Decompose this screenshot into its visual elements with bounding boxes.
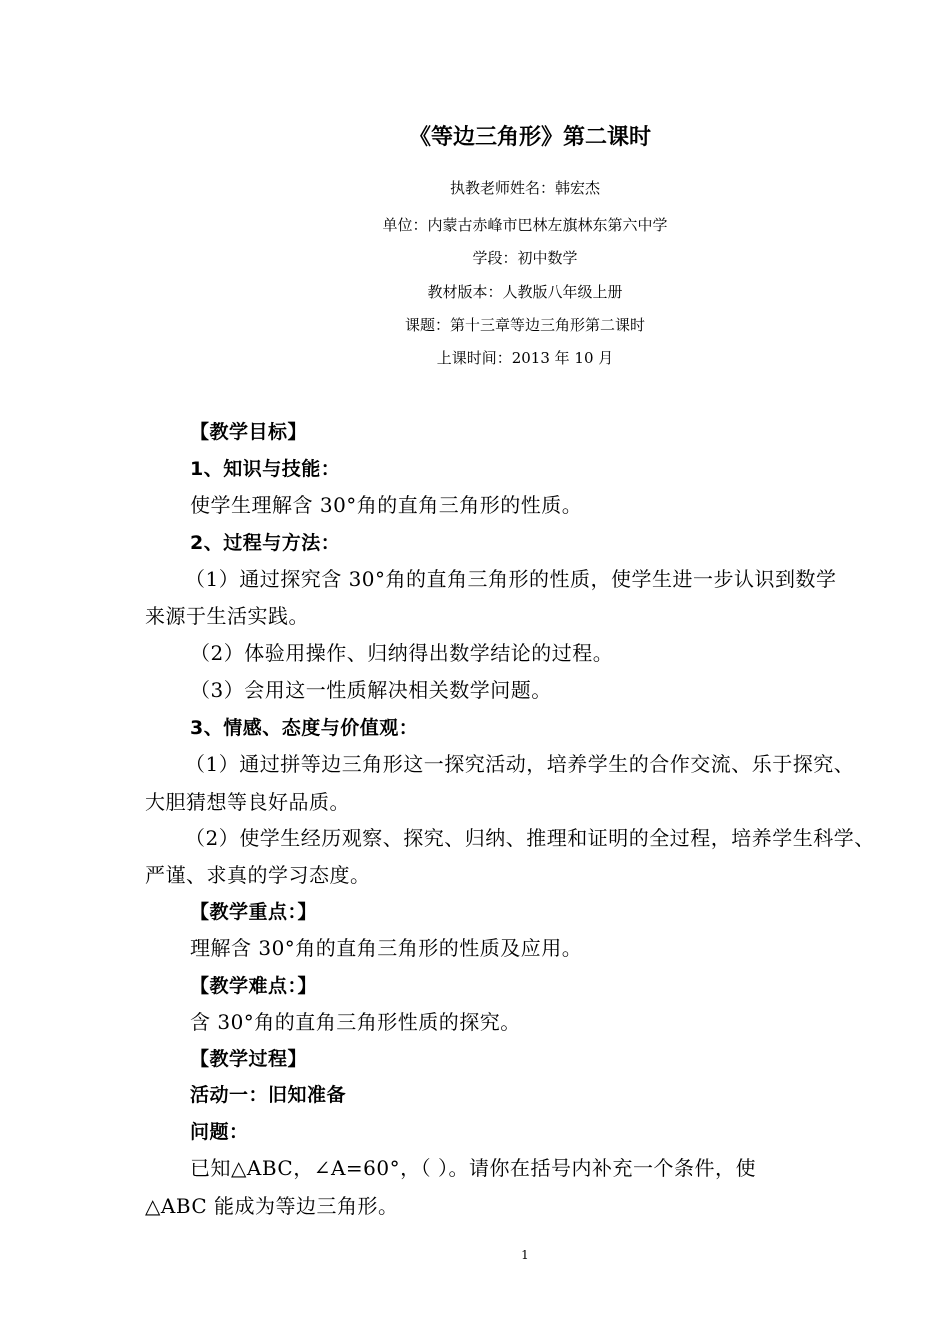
page-number: 1 — [521, 1248, 529, 1262]
difficulty-text: 含 30°角的直角三角形性质的探究。 — [190, 1010, 521, 1034]
emotion-heading: 3、情感、态度与价值观： — [190, 717, 419, 739]
lesson-topic: 课题：第十三章等边三角形第二课时 — [404, 316, 645, 334]
process-method-heading: 2、过程与方法： — [190, 532, 341, 554]
question-text-line-2: △ABC 能成为等边三角形。 — [145, 1194, 399, 1218]
objectives-heading: 【教学目标】 — [190, 421, 308, 443]
key-point-text: 理解含 30°角的直角三角形的性质及应用。 — [190, 936, 583, 960]
process-item-2: （2）体验用操作、归纳得出数学结论的过程。 — [190, 641, 614, 665]
school-stage: 学段：初中数学 — [472, 249, 578, 267]
process-item-1-line-2: 来源于生活实践。 — [145, 604, 309, 628]
knowledge-heading: 1、知识与技能： — [190, 458, 341, 480]
teacher-name: 执教老师姓名：韩宏杰 — [449, 179, 600, 197]
difficulty-heading: 【教学难点：】 — [190, 975, 318, 997]
question-heading: 问题： — [190, 1121, 249, 1143]
activity-one-heading: 活动一：旧知准备 — [190, 1084, 347, 1106]
question-text-line-1: 已知△ABC，∠A=60°，（ ）。请你在括号内补充一个条件，使 — [190, 1156, 756, 1180]
document-title: 《等边三角形》第二课时 — [408, 125, 651, 150]
school-unit: 单位：内蒙古赤峰市巴林左旗林东第六中学 — [382, 216, 668, 234]
process-item-3: （3）会用这一性质解决相关数学问题。 — [190, 678, 552, 702]
emotion-item-2-line-2: 严谨、求真的学习态度。 — [145, 863, 371, 887]
emotion-item-1-line-2: 大胆猜想等良好品质。 — [145, 790, 350, 814]
textbook-edition: 教材版本：人教版八年级上册 — [427, 283, 623, 301]
emotion-item-1-line-1: （1）通过拼等边三角形这一探究活动，培养学生的合作交流、乐于探究、 — [185, 752, 855, 776]
key-point-heading: 【教学重点：】 — [190, 901, 318, 923]
knowledge-text: 使学生理解含 30°角的直角三角形的性质。 — [190, 493, 583, 517]
lesson-time: 上课时间：2013 年 10 月 — [436, 349, 614, 367]
emotion-item-2-line-1: （2）使学生经历观察、探究、归纳、推理和证明的全过程，培养学生科学、 — [185, 826, 875, 850]
teaching-process-heading: 【教学过程】 — [190, 1048, 308, 1070]
process-item-1-line-1: （1）通过探究含 30°角的直角三角形的性质，使学生进一步认识到数学 — [185, 567, 837, 591]
